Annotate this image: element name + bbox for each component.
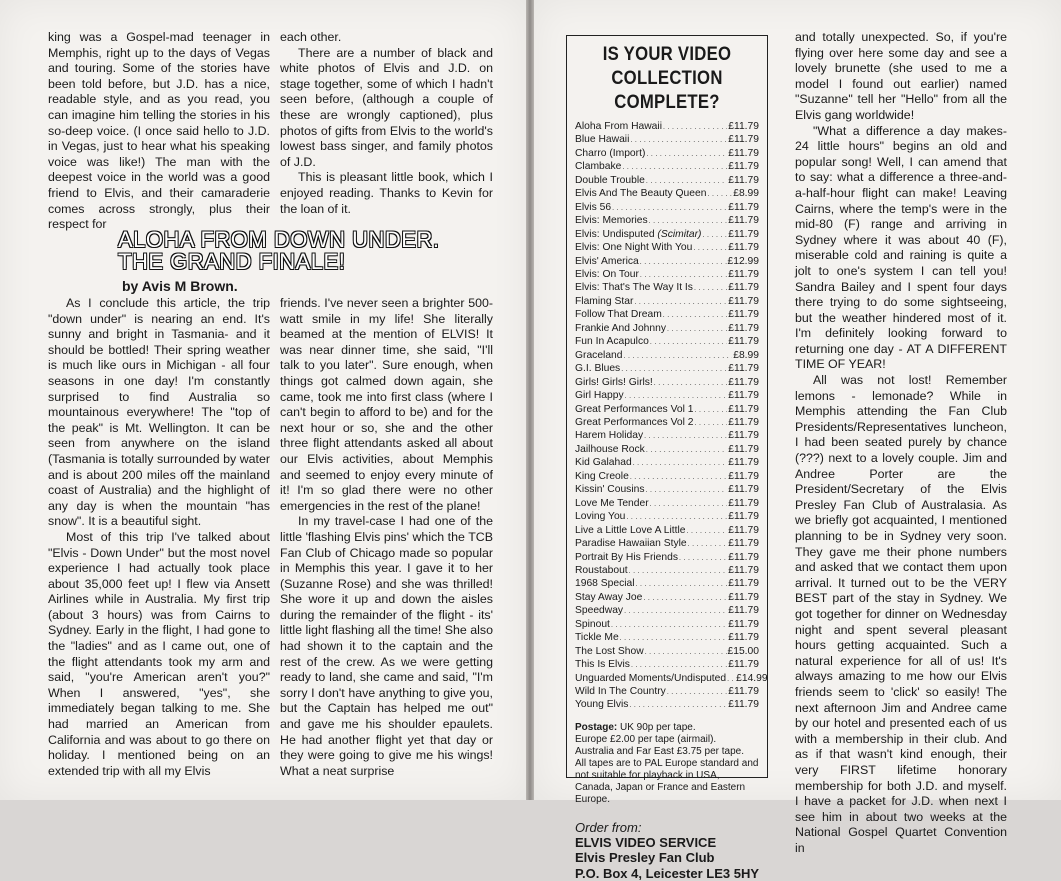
left-column-2-top	[280, 30, 493, 217]
price-list-item	[575, 256, 759, 269]
video-price: £11.79	[728, 161, 759, 173]
price-list-item	[575, 323, 759, 336]
paragraph: friends. I've never seen a brighter 500-watt smile in my life! She literally beamed at the mention of ELVIS! It was near dinner time, she said, "I'll talk to you later". Sure enough, when things got calmed down again, she came, took me into first class (where I can't begin to afford to be) and for the next hour or so, she and the other three flight attendants asked all about our Elvis activities, about Memphis and seemed to enjoy every minute of it! I'm so glad there were no other emergencies in the rest of the plane!	[280, 296, 493, 513]
price-list-item	[575, 377, 759, 390]
paragraph: king was a Gospel-mad teenager in Memphis, right up to the days of Vegas and touring. Some of the stories have been told before, but J.D. has a nice, readable style, and as you read, you can imagine him telling the stories in his so-deep voice. (I once said hello to J.D. in Vegas, just to hear what his speaking voice was like!) The man with the deepest voice in the world was a good friend to Elvis, and their camaraderie comes across strongly, plus their respect for	[48, 30, 270, 232]
video-title: Wild In The Country	[575, 686, 666, 698]
price-list-item	[575, 175, 759, 188]
video-price: £11.79	[728, 605, 759, 617]
price-list-item	[575, 215, 759, 228]
dot-leader	[631, 659, 727, 672]
dot-leader	[633, 457, 728, 470]
dot-leader	[620, 632, 728, 645]
dot-leader	[636, 578, 728, 591]
price-list-item	[575, 699, 759, 712]
video-title: Charro (Import)	[575, 147, 646, 159]
price-list-item	[575, 498, 759, 511]
dot-leader	[663, 121, 727, 134]
video-title: Kid Galahad	[575, 457, 632, 469]
dot-leader	[645, 646, 727, 659]
dot-leader	[667, 323, 727, 336]
video-price: £11.79	[728, 416, 759, 428]
video-title: Love Me Tender	[575, 497, 649, 509]
price-list-item	[575, 578, 759, 591]
dot-leader	[702, 229, 727, 242]
postage-europe: Europe £2.00 per tape (airmail).	[575, 733, 717, 745]
price-list-item	[575, 646, 759, 659]
video-price: £11.79	[728, 147, 759, 159]
price-list-item	[575, 404, 759, 417]
paragraph: This is pleasant little book, which I enjoyed reading. Thanks to Kevin for the loan of it.	[280, 170, 493, 216]
postage-note: All tapes are to PAL Europe standard and not suitable for playback in USA, Canada, Japan or France and Eastern Europe.	[575, 757, 759, 805]
price-list-item	[575, 282, 759, 295]
price-list-item	[575, 457, 759, 470]
paragraph: and totally unexpected. So, if you're flying over here some day and see a lovely brunette (she used to me a model I found out earlier) named "Suzanne" tell her "Hello" from all the Elvis gang worldwide!	[795, 30, 1007, 122]
video-price: £11.79	[728, 201, 759, 213]
video-price: £11.79	[728, 470, 759, 482]
price-list-item	[575, 121, 759, 134]
paragraph: In my travel-case I had one of the little 'flashing Elvis pins' which the TCB Fan Club of Chicago made so popular in Memphis this year. I gave it to her (Suzanne Rose) and she was thrilled! She wore it up and down the aisles during the remainder of the flight - its' little light flashing all the time! She also had shown it to the captain and the rest of the crew. As we were getting ready to land, she came and said, "I'm sorry I don't have anything to give you, but the Captain has helped me out" and gave me his shoulder epaulets. He had another flight yet that day or they were going to give me his wings! What a neat surprise	[280, 514, 493, 778]
price-list-item	[575, 202, 759, 215]
video-title: Live a Little Love A Little	[575, 524, 686, 536]
video-title: Elvis: That's The Way It Is	[575, 282, 693, 294]
video-price: £11.79	[728, 376, 759, 388]
price-list-item	[575, 444, 759, 457]
dot-leader	[626, 511, 727, 524]
dot-leader	[688, 538, 728, 551]
video-advert	[566, 35, 768, 881]
price-list-item	[575, 148, 759, 161]
price-list-item	[575, 417, 759, 430]
video-title: King Creole	[575, 470, 629, 482]
video-title: G.I. Blues	[575, 363, 621, 375]
video-price: £11.79	[728, 295, 759, 307]
video-price: £11.79	[728, 457, 759, 469]
video-price: £11.79	[728, 282, 759, 294]
video-title: The Lost Show	[575, 645, 644, 657]
dot-leader	[644, 430, 727, 443]
price-list-item	[575, 471, 759, 484]
advert-title-line-1: IS YOUR VIDEO	[602, 44, 732, 65]
price-list-item	[575, 161, 759, 174]
video-title: This Is Elvis	[575, 659, 630, 671]
video-price: £8.99	[733, 349, 759, 361]
video-title: Elvis: Undisputed (Scimitar)	[575, 228, 702, 240]
video-title: Elvis And The Beauty Queen	[575, 188, 707, 200]
video-price: £11.79	[728, 268, 759, 280]
video-title: Girls! Girls! Girls!	[575, 376, 653, 388]
dot-leader	[634, 296, 727, 309]
video-title: Great Performances Vol 2	[575, 416, 694, 428]
video-price: £11.79	[728, 322, 759, 334]
video-price: £11.79	[728, 228, 759, 240]
video-price: £11.79	[728, 591, 759, 603]
video-price: £11.79	[728, 390, 759, 402]
price-list-item	[575, 188, 759, 201]
paragraph: As I conclude this article, the trip "down under" is nearing an end. It's sunny and bright in Tasmania- and it should be bottled! Their spring weather is much like ours in Michigan - all four seasons in one day! I'm constantly surprised to find Australia so mountainous everywhere! The "top of the peak" is Mt. Wellington. It can be seen from anywhere on the island (Tasmania is totally surrounded by water and is about 200 miles off the mainland coast of Australia) and the highlight of any day is when the mountain "has snow". It is a beautiful sight.	[48, 296, 270, 529]
video-price: £11.79	[728, 524, 759, 536]
video-price: £11.79	[728, 174, 759, 186]
postage-info	[575, 722, 759, 806]
video-title: Tickle Me	[575, 632, 619, 644]
dot-leader	[621, 363, 727, 376]
video-title: Double Trouble	[575, 174, 645, 186]
video-price: £11.79	[728, 430, 759, 442]
video-title: Graceland	[575, 349, 623, 361]
dot-leader	[650, 336, 727, 349]
dot-leader	[646, 175, 727, 188]
video-price: £11.79	[728, 215, 759, 227]
dot-leader	[694, 282, 727, 295]
video-title: Frankie And Johnny	[575, 322, 667, 334]
video-price: £14.99	[736, 672, 768, 684]
advert-title	[586, 43, 748, 115]
dot-leader	[686, 525, 727, 538]
article-headline: ALOHA FROM DOWN UNDER. THE GRAND FINALE!	[118, 227, 440, 274]
dot-leader	[624, 350, 733, 363]
book-gutter	[526, 0, 534, 800]
video-price: £11.79	[728, 699, 759, 711]
video-price: £11.79	[728, 336, 759, 348]
dot-leader	[650, 498, 728, 511]
video-price: £11.79	[728, 564, 759, 576]
article-byline: by Avis M Brown.	[122, 278, 238, 294]
dot-leader	[646, 148, 727, 161]
dot-leader	[646, 484, 728, 497]
right-column	[795, 30, 1007, 856]
price-list-item	[575, 619, 759, 632]
dot-leader	[630, 471, 727, 484]
video-title: Blue Hawaii	[575, 134, 630, 146]
price-list-item	[575, 552, 759, 565]
dot-leader	[612, 202, 727, 215]
price-list-item	[575, 484, 759, 497]
video-price-list	[575, 121, 768, 713]
video-price: £11.79	[728, 309, 759, 321]
dot-leader	[649, 215, 728, 228]
price-list-item	[575, 269, 759, 282]
price-list-item	[575, 134, 759, 147]
video-price: £11.79	[728, 618, 759, 630]
price-list-item	[575, 672, 768, 686]
price-list-item	[575, 229, 759, 242]
video-price: £11.79	[728, 121, 759, 132]
video-title: Great Performances Vol 1	[575, 403, 694, 415]
dot-leader	[629, 699, 727, 712]
price-list-item	[575, 525, 759, 538]
dot-leader	[727, 673, 735, 686]
dot-leader	[643, 592, 727, 605]
video-price: £11.79	[728, 578, 759, 590]
video-price: £11.79	[728, 363, 759, 375]
paragraph: each other.	[280, 30, 342, 44]
price-list-item	[575, 632, 759, 645]
dot-leader	[654, 377, 727, 390]
left-page	[0, 0, 526, 800]
dot-leader	[640, 269, 727, 282]
postal-address: P.O. Box 4, Leicester LE3 5HY	[575, 865, 760, 881]
video-price: £11.79	[728, 686, 759, 698]
video-title: Clambake	[575, 161, 622, 173]
dot-leader	[629, 565, 728, 578]
video-title: Fun In Acapulco	[575, 336, 649, 348]
video-price: £11.79	[728, 659, 759, 671]
price-list-item	[575, 605, 759, 618]
dot-leader	[625, 390, 728, 403]
dot-leader	[679, 552, 727, 565]
video-title: Harem Holiday	[575, 430, 644, 442]
video-title: Unguarded Moments/Undisputed	[575, 672, 727, 684]
video-title: 1968 Special	[575, 578, 635, 590]
price-list-item	[575, 390, 759, 403]
dot-leader	[646, 444, 727, 457]
postage-uk: UK 90p per tape.	[620, 721, 696, 733]
dot-leader	[611, 619, 727, 632]
video-title: Elvis 56	[575, 201, 612, 213]
video-price: £11.79	[728, 632, 759, 644]
video-price: £11.79	[728, 403, 759, 415]
dot-leader	[667, 686, 727, 699]
left-column-1-top	[48, 30, 270, 233]
postage-australia: Australia and Far East £3.75 per tape.	[575, 745, 744, 757]
price-list-item	[575, 363, 759, 376]
advert-title-line-2: COLLECTION COMPLETE?	[611, 68, 723, 113]
video-price: £15.00	[727, 645, 759, 657]
video-title: Stay Away Joe	[575, 591, 643, 603]
article-heading	[118, 229, 458, 294]
paragraph: All was not lost! Remember lemons - lemonade? While in Memphis attending the Fan Club Presidents/Representatives luncheon, I had been seated purely by chance (???) next to a lovely couple. Jim and Andree Porter are the President/Secretary of the Elvis Presley Fan Club of Australasia. As we briefly got acquainted, I mentioned planning to be in Sydney very soon. They gave me their phone numbers and asked that we contact them upon arrival. It turned out to be the VERY BEST part of the stay in Sydney. We got together for dinner on Wednesday night and spent several pleasant hours getting acquainted. Such a natural experience for all of us! It's always amazing to me how our Elvis friends seem to 'click' so easily! The next afternoon Jim and Andree came by our hotel and presented each of us with a membership in their club. And as if that wasn't kind enough, their very FIRST lifetime honorary membership for both J.D. and myself. I have a packet for J.D. when next I see him in about two weeks at the National Gospel Quartet Convention in	[795, 373, 1007, 855]
distributor-note: (Scimitar)	[657, 228, 702, 240]
left-column-1-bottom	[48, 296, 270, 779]
dot-leader	[707, 188, 732, 201]
dot-leader	[694, 417, 727, 430]
video-title: Flaming Star	[575, 295, 634, 307]
dot-leader	[693, 242, 727, 255]
price-list-item	[575, 309, 759, 322]
paragraph: "What a difference a day makes- 24 little hours" begins an old and popular song! Well, I can amend that to say: what a difference a three-and-a-half-hour flight can make! Leaving Cairns, where the temp's were in the mid-80 (F) range and arriving in Sydney where it was about 40 (F), miserable cold and raining is quite a jolt to one's system I can tell you! Sandra Bailey and I spent four days there trying to do some sightseeing, but the weather hindered most of it. I'm definitely looking forward to returning one day - AT A DIFFERENT TIME OF YEAR!	[795, 123, 1007, 372]
video-title: Speedway	[575, 605, 624, 617]
postage-label: Postage:	[575, 721, 618, 733]
video-title: Elvis: Memories	[575, 215, 648, 227]
video-price: £12.99	[727, 255, 759, 267]
paragraph: Most of this trip I've talked about "Elvis - Down Under" but the most novel experience I had actually took place about 35,000 feet up! I flew via Ansett Airlines while in Australia. My first trip (about 3 hours) was from Cairns to Sydney. Early in the flight, I had gone to the "ladies" and as I came out, one of the flight attendants took my arm and said, "you're American aren't you?" When I answered, "yes", she immediately began talking to me. She had married an American from California and was about to go there on holiday. I mentioned being on an extended trip with all my Elvis	[48, 529, 270, 778]
dot-leader	[640, 256, 727, 269]
video-title: Aloha From Hawaii	[575, 121, 662, 132]
price-list-item	[575, 592, 759, 605]
video-title: Elvis: On Tour	[575, 268, 639, 280]
price-list-item	[575, 296, 759, 309]
video-title: Portrait By His Friends	[575, 551, 678, 563]
left-column-2-bottom	[280, 296, 493, 779]
price-list-item	[575, 686, 759, 699]
video-price: £11.79	[728, 443, 759, 455]
price-list-item	[575, 659, 759, 672]
paragraph: There are a number of black and white photos of Elvis and J.D. on stage together, some of which I hadn't seen before, (although a couple of these are wrongly captioned), plus photos of gifts from Elvis to the world's lowest bass singer, and family photos of J.D.	[280, 45, 493, 169]
video-price: £11.79	[728, 538, 759, 550]
video-title: Jailhouse Rock	[575, 443, 645, 455]
dot-leader	[663, 309, 727, 322]
price-list-item	[575, 350, 759, 363]
video-price: £11.79	[728, 242, 759, 254]
price-list-item	[575, 538, 759, 551]
video-title: Roustabout	[575, 564, 628, 576]
video-price: £11.79	[728, 511, 759, 523]
video-title: Elvis' America	[575, 255, 639, 267]
dot-leader	[622, 161, 727, 174]
video-price: £11.79	[728, 134, 759, 146]
video-title: Spinout	[575, 618, 610, 630]
video-title: Girl Happy	[575, 390, 624, 402]
video-title: Follow That Dream	[575, 309, 662, 321]
price-list-item	[575, 336, 759, 349]
video-price: £11.79	[728, 484, 759, 496]
price-list-item	[575, 430, 759, 443]
video-title: Loving You	[575, 511, 626, 523]
video-price: £11.79	[728, 551, 759, 563]
video-title: Paradise Hawaiian Style	[575, 538, 687, 550]
video-price: £11.79	[728, 497, 759, 509]
dot-leader	[624, 605, 727, 618]
dot-leader	[630, 134, 727, 147]
order-from-label: Order from:	[575, 819, 642, 835]
video-title: Kissin' Cousins	[575, 484, 645, 496]
price-list-item	[575, 565, 759, 578]
club-name: Elvis Presley Fan Club	[575, 850, 715, 866]
price-list-item	[575, 242, 759, 255]
video-title: Elvis: One Night With You	[575, 242, 693, 254]
video-title: Young Elvis	[575, 699, 629, 711]
video-price: £8.99	[733, 188, 759, 200]
service-name: ELVIS VIDEO SERVICE	[575, 834, 717, 850]
price-list-item	[575, 511, 759, 524]
dot-leader	[694, 404, 727, 417]
